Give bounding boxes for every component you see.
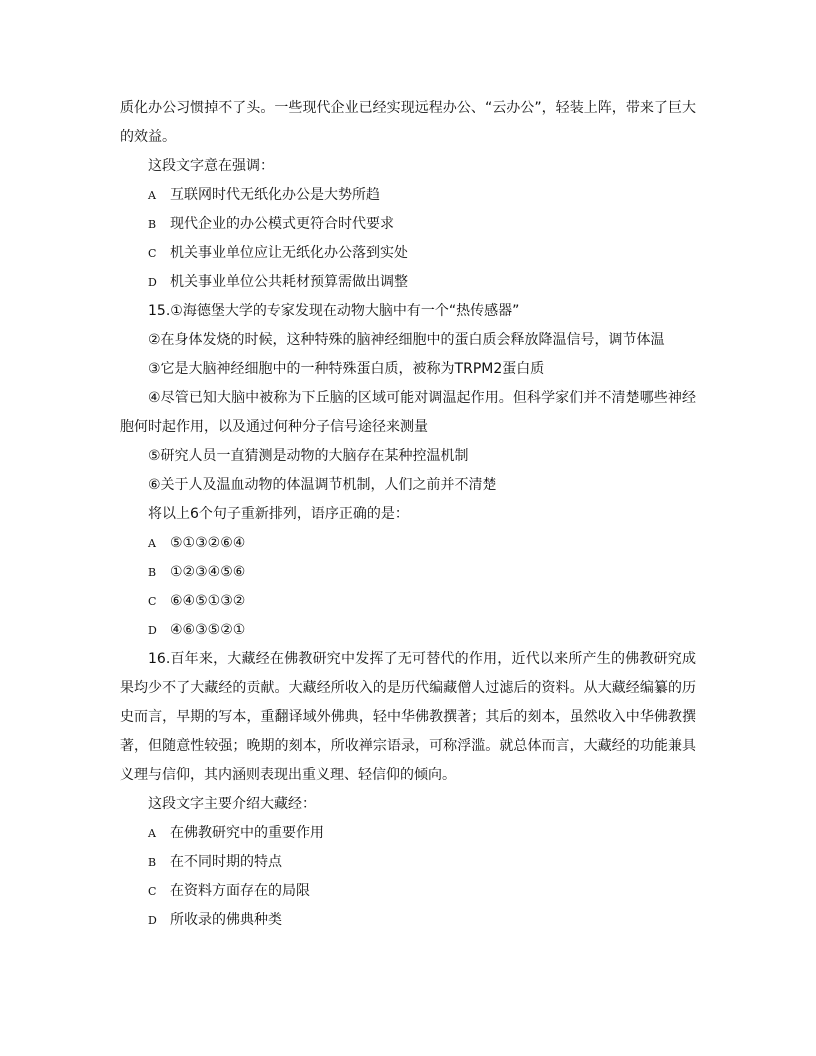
q16-passage: 16.百年来，大藏经在佛教研究中发挥了无可替代的作用，近代以来所产生的佛教研究成果均少不了大藏经的贡献。大藏经所收入的是历代编藏僧人过滤后的资料。从大藏经编纂的历史而言，早期的写本，重翻译域外佛典，轻中华佛教撰著；其后的刻本，虽然收入中华佛教撰著，但随意性较强；晚期的刻本，所收禅宗语录，可称浮滥。就总体而言，大藏经的功能兼具义理与信仰，其内涵则表现出重义理、轻信仰的倾向。 (120, 651, 696, 783)
option-text: 在资料方面存在的局限 (170, 883, 310, 899)
option-letter: B (148, 566, 157, 579)
q15-sentence-5: ⑤研究人员一直猜测是动物的大脑存在某种控温机制 (148, 448, 469, 464)
q14-option-d (120, 268, 696, 297)
q15-sentence-2: ②在身体发烧的时候，这种特殊的脑神经细胞中的蛋白质会释放降温信号，调节体温 (148, 332, 665, 348)
q15-option-c (120, 587, 696, 616)
option-letter: A (148, 537, 156, 550)
q16-option-d (120, 906, 696, 935)
option-text: 在不同时期的特点 (170, 854, 282, 870)
q14-option-c (120, 239, 696, 268)
option-text: 机关事业单位公共耗材预算需做出调整 (170, 274, 408, 290)
option-text: 所收录的佛典种类 (170, 912, 282, 928)
option-letter: C (148, 885, 157, 898)
q15-sentence-1: 15.①海德堡大学的专家发现在动物大脑中有一个“热传感器” (148, 303, 520, 319)
option-text: 互联网时代无纸化办公是大势所趋 (170, 187, 380, 203)
q15-sentence-4: ④尽管已知大脑中被称为下丘脑的区域可能对调温起作用。但科学家们并不清楚哪些神经胞何时起作用，以及通过何种分子信号途径来测量 (120, 390, 696, 435)
option-text: ①②③④⑤⑥ (170, 564, 246, 580)
option-letter: A (148, 189, 156, 202)
option-text: ④⑥③⑤②① (170, 622, 246, 638)
option-letter: B (148, 218, 157, 231)
q14-option-b (120, 210, 696, 239)
q15-sentence-3: ③它是大脑神经细胞中的一种特殊蛋白质，被称为TRPM2蛋白质 (148, 361, 545, 377)
option-text: ⑤①③②⑥④ (170, 535, 246, 551)
q15-option-b (120, 558, 696, 587)
q14-continuation: 质化办公习惯掉不了头。一些现代企业已经实现远程办公、“云办公”，轻装上阵，带来了巨大的效益。 (120, 100, 696, 145)
option-text: 现代企业的办公模式更符合时代要求 (170, 216, 394, 232)
option-text: 机关事业单位应让无纸化办公落到实处 (170, 245, 408, 261)
option-letter: B (148, 856, 157, 869)
q16-option-a (120, 819, 696, 848)
q15-sentence-6: ⑥关于人及温血动物的体温调节机制，人们之前并不清楚 (148, 477, 497, 493)
option-letter: C (148, 595, 157, 608)
q16-prompt: 这段文字主要介绍大藏经： (148, 796, 316, 812)
option-text: ⑥④⑤①③② (170, 593, 246, 609)
q15-option-d (120, 616, 696, 645)
option-letter: D (148, 276, 157, 289)
option-text: 在佛教研究中的重要作用 (170, 825, 324, 841)
q14-prompt: 这段文字意在强调： (148, 158, 274, 174)
option-letter: D (148, 914, 157, 927)
option-letter: D (148, 624, 157, 637)
q16-option-c (120, 877, 696, 906)
document-page (120, 94, 696, 935)
q16-option-b (120, 848, 696, 877)
q14-option-a (120, 181, 696, 210)
option-letter: A (148, 827, 156, 840)
q15-option-a (120, 529, 696, 558)
option-letter: C (148, 247, 157, 260)
q15-prompt: 将以上6个句子重新排列，语序正确的是： (148, 506, 409, 522)
